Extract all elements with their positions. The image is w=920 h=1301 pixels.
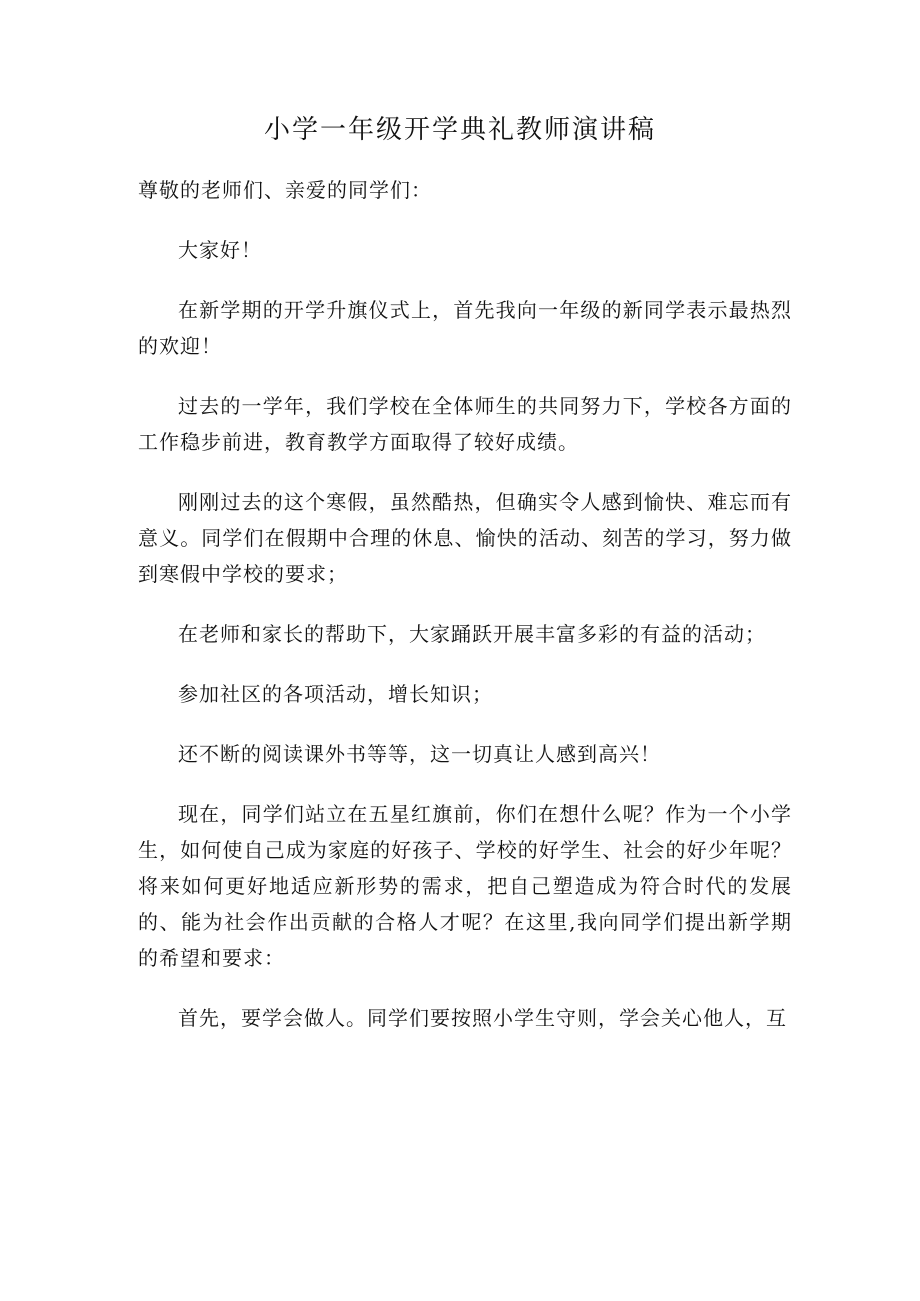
paragraph-first-requirement: 首先，要学会做人。同学们要按照小学生守则，学会关心他人，互 (178, 1006, 787, 1030)
document-body (138, 172, 792, 1060)
salutation: 尊敬的老师们、亲爱的同学们： (138, 178, 432, 202)
paragraph-community: 参加社区的各项活动，增长知识； (178, 682, 493, 706)
paragraph-greeting: 大家好！ (178, 238, 262, 262)
document-title: 小学一年级开学典礼教师演讲稿 (263, 115, 656, 145)
paragraph-reading: 还不断的阅读课外书等等，这一切真让人感到高兴！ (178, 742, 661, 766)
paragraph-past-year: 过去的一学年，我们学校在全体师生的共同努力下，学校各方面的工作稳步前进，教育教学方面取得了较好成绩。 (138, 394, 792, 454)
paragraph-winter-break: 刚刚过去的这个寒假，虽然酷热，但确实令人感到愉快、难忘而有意义。同学们在假期中合理的休息、愉快的活动、刻苦的学习，努力做到寒假中学校的要求； (138, 490, 792, 586)
paragraph-welcome: 在新学期的开学升旗仪式上，首先我向一年级的新同学表示最热烈的欢迎！ (138, 298, 792, 358)
paragraph-activities: 在老师和家长的帮助下，大家踊跃开展丰富多彩的有益的活动； (178, 622, 766, 646)
paragraph-flag-question: 现在，同学们站立在五星红旗前，你们在想什么呢？作为一个小学生，如何使自己成为家庭的好孩子、学校的好学生、社会的好少年呢？将来如何更好地适应新形势的需求，把自己塑造成为符合时代的发展的、能为社会作出贡献的合格人才呢？在这里,我向同学们提出新学期的希望和要求： (138, 802, 792, 970)
